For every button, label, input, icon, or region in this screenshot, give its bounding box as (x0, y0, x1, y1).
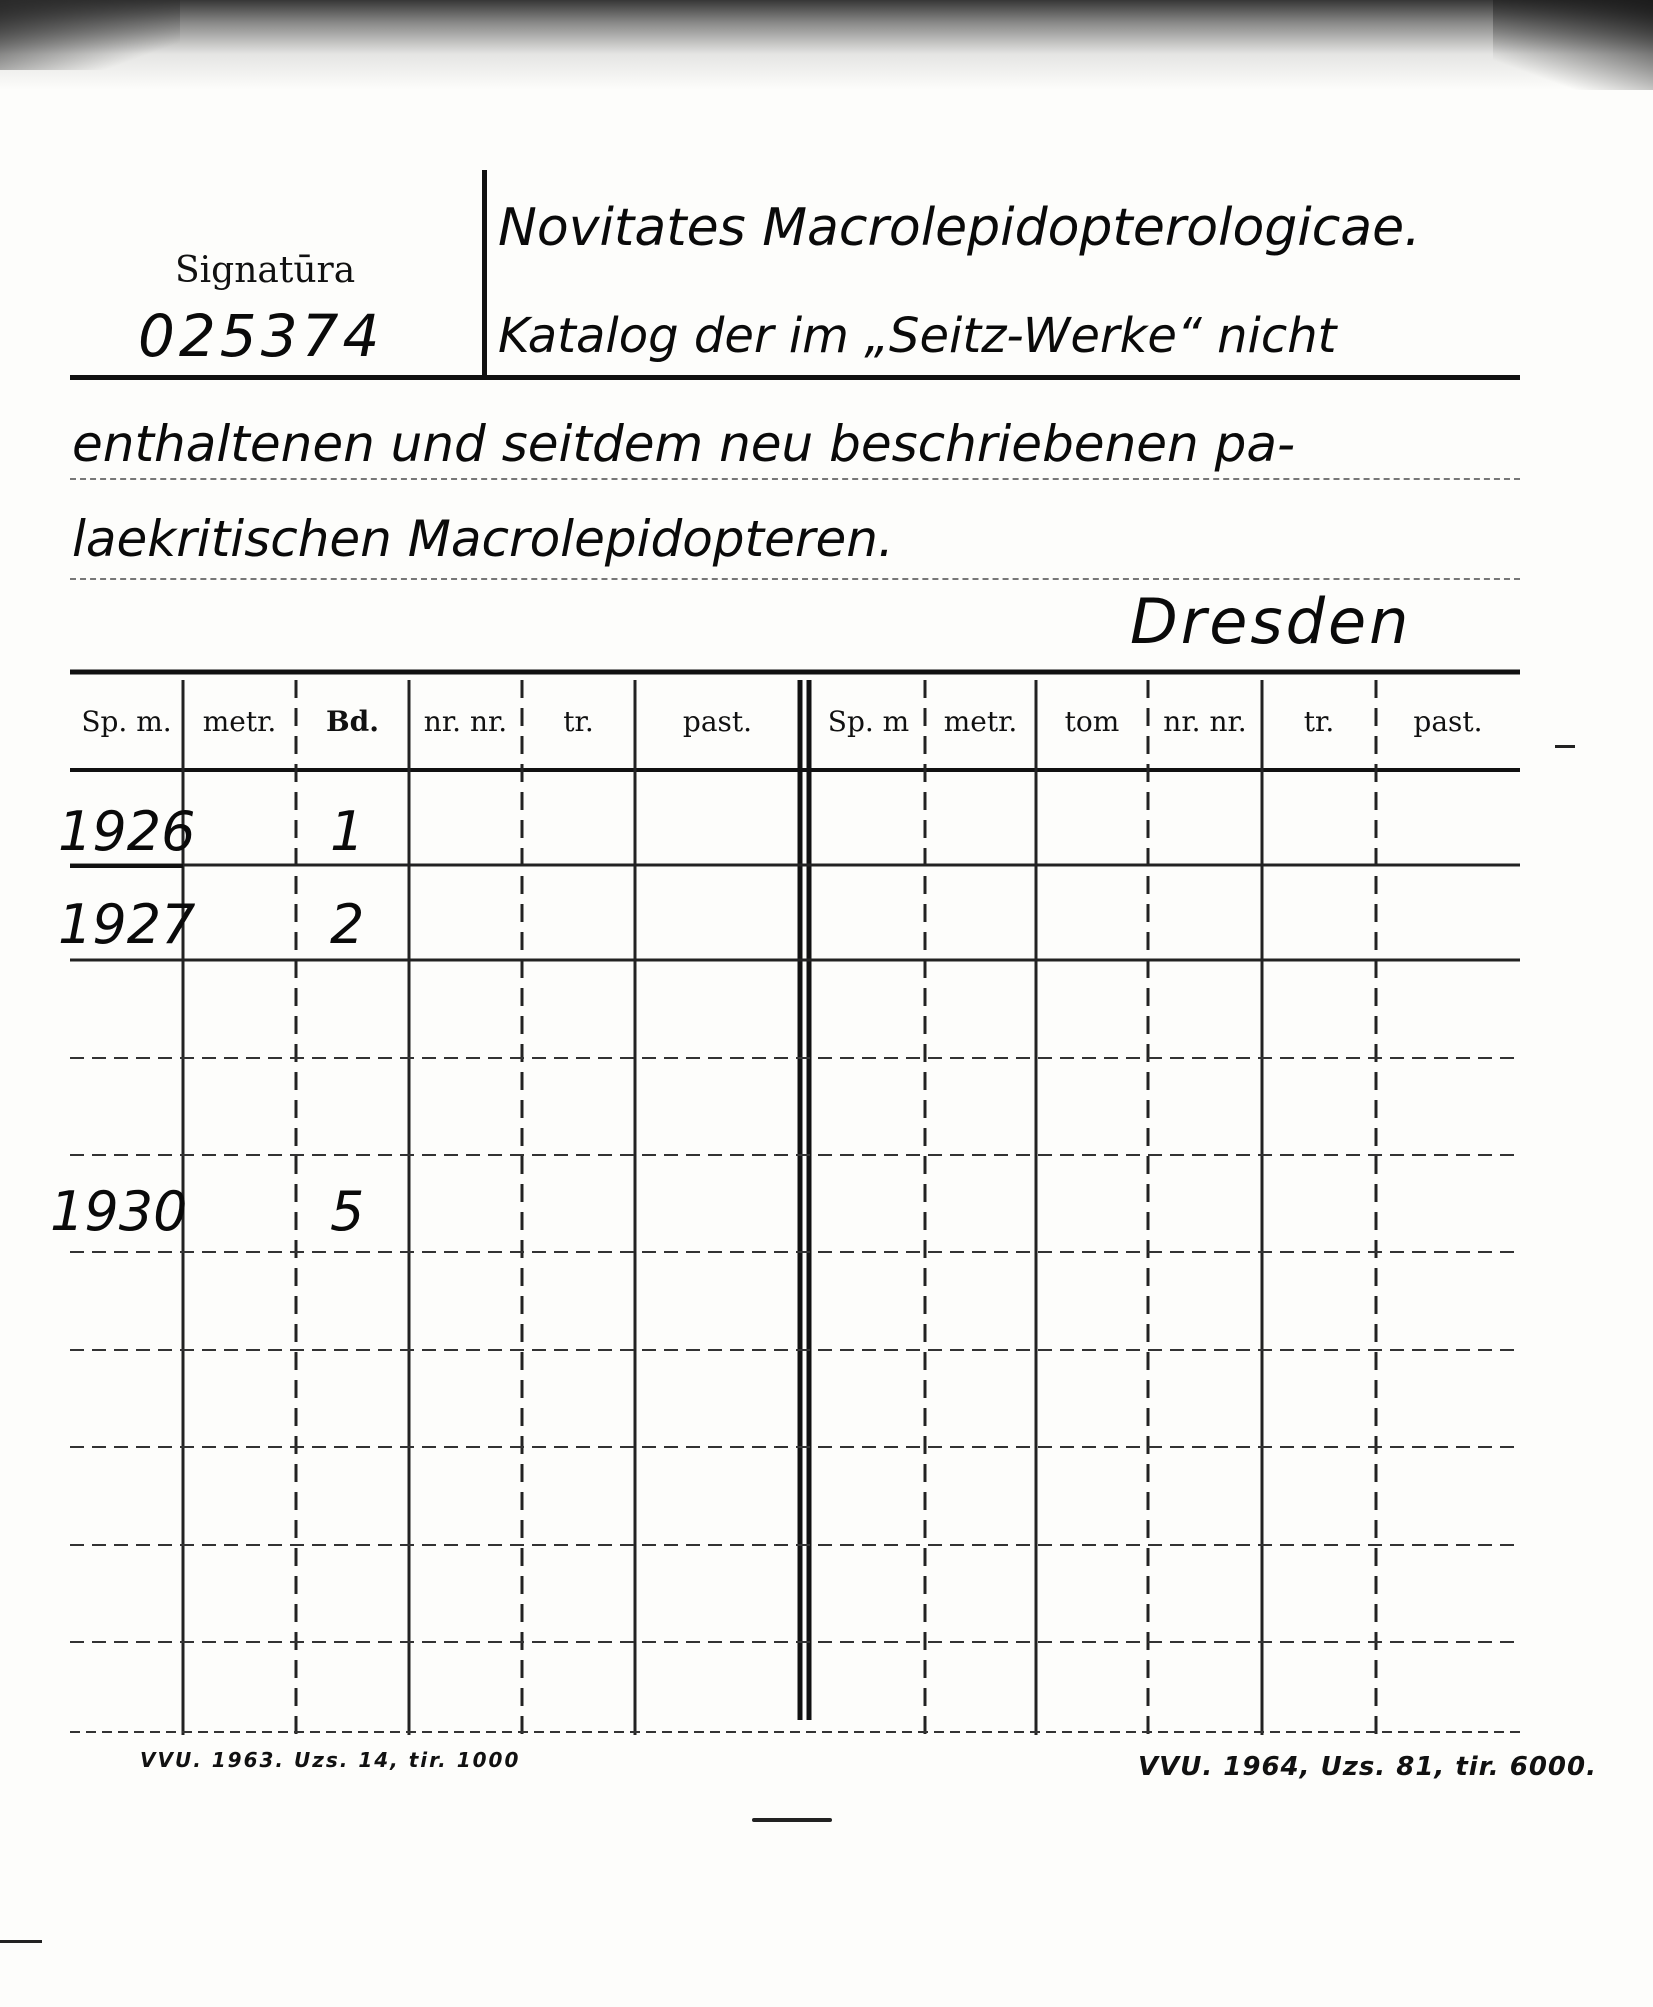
header-left-bd: Bd. (326, 705, 379, 738)
header-left-nr-nr: nr. nr. (423, 705, 508, 738)
signatura-label: Signatūra (175, 250, 356, 291)
header-left-tr: tr. (563, 705, 594, 738)
signatura-number: 025374 (138, 302, 384, 370)
header-right-sp-m: Sp. m (827, 705, 910, 738)
header-right-past: past. (1413, 705, 1483, 738)
header-left-past: past. (682, 705, 753, 738)
entry-year: 1930 (50, 1180, 188, 1243)
scan-speck (1555, 745, 1575, 748)
title-line-2: Katalog der im „Seitz-Werke“ nicht (498, 308, 1337, 364)
header-right-tr: tr. (1303, 705, 1335, 738)
header-right-nr-nr: nr. nr. (1163, 705, 1247, 738)
entry-year: 1926 (58, 800, 196, 863)
title-line-3: enthaltenen und seitdem neu beschriebenen pa- (72, 415, 1296, 473)
header-right-tom: tom (1064, 705, 1120, 738)
footer-print-note-left: VVU. 1963. Uzs. 14, tir. 1000 (140, 1748, 521, 1772)
footer-print-note-right: VVU. 1964, Uzs. 81, tir. 6000. (1138, 1752, 1597, 1782)
header-right-metr: metr. (943, 705, 1018, 738)
title-line-1: Novitates Macrolepidopterologicae. (498, 198, 1421, 258)
place-of-publication: Dresden (1130, 585, 1412, 658)
entry-volume: 5 (330, 1180, 365, 1243)
header-left-metr: metr. (202, 705, 277, 738)
title-line-4: laekritischen Macrolepidopteren. (72, 510, 894, 568)
scan-speck (752, 1818, 832, 1822)
header-left-sp-m: Sp. m. (81, 705, 172, 738)
scan-speck (0, 1940, 42, 1943)
entry-volume: 1 (330, 800, 365, 863)
entry-year: 1927 (58, 893, 196, 956)
entry-volume: 2 (330, 893, 365, 956)
